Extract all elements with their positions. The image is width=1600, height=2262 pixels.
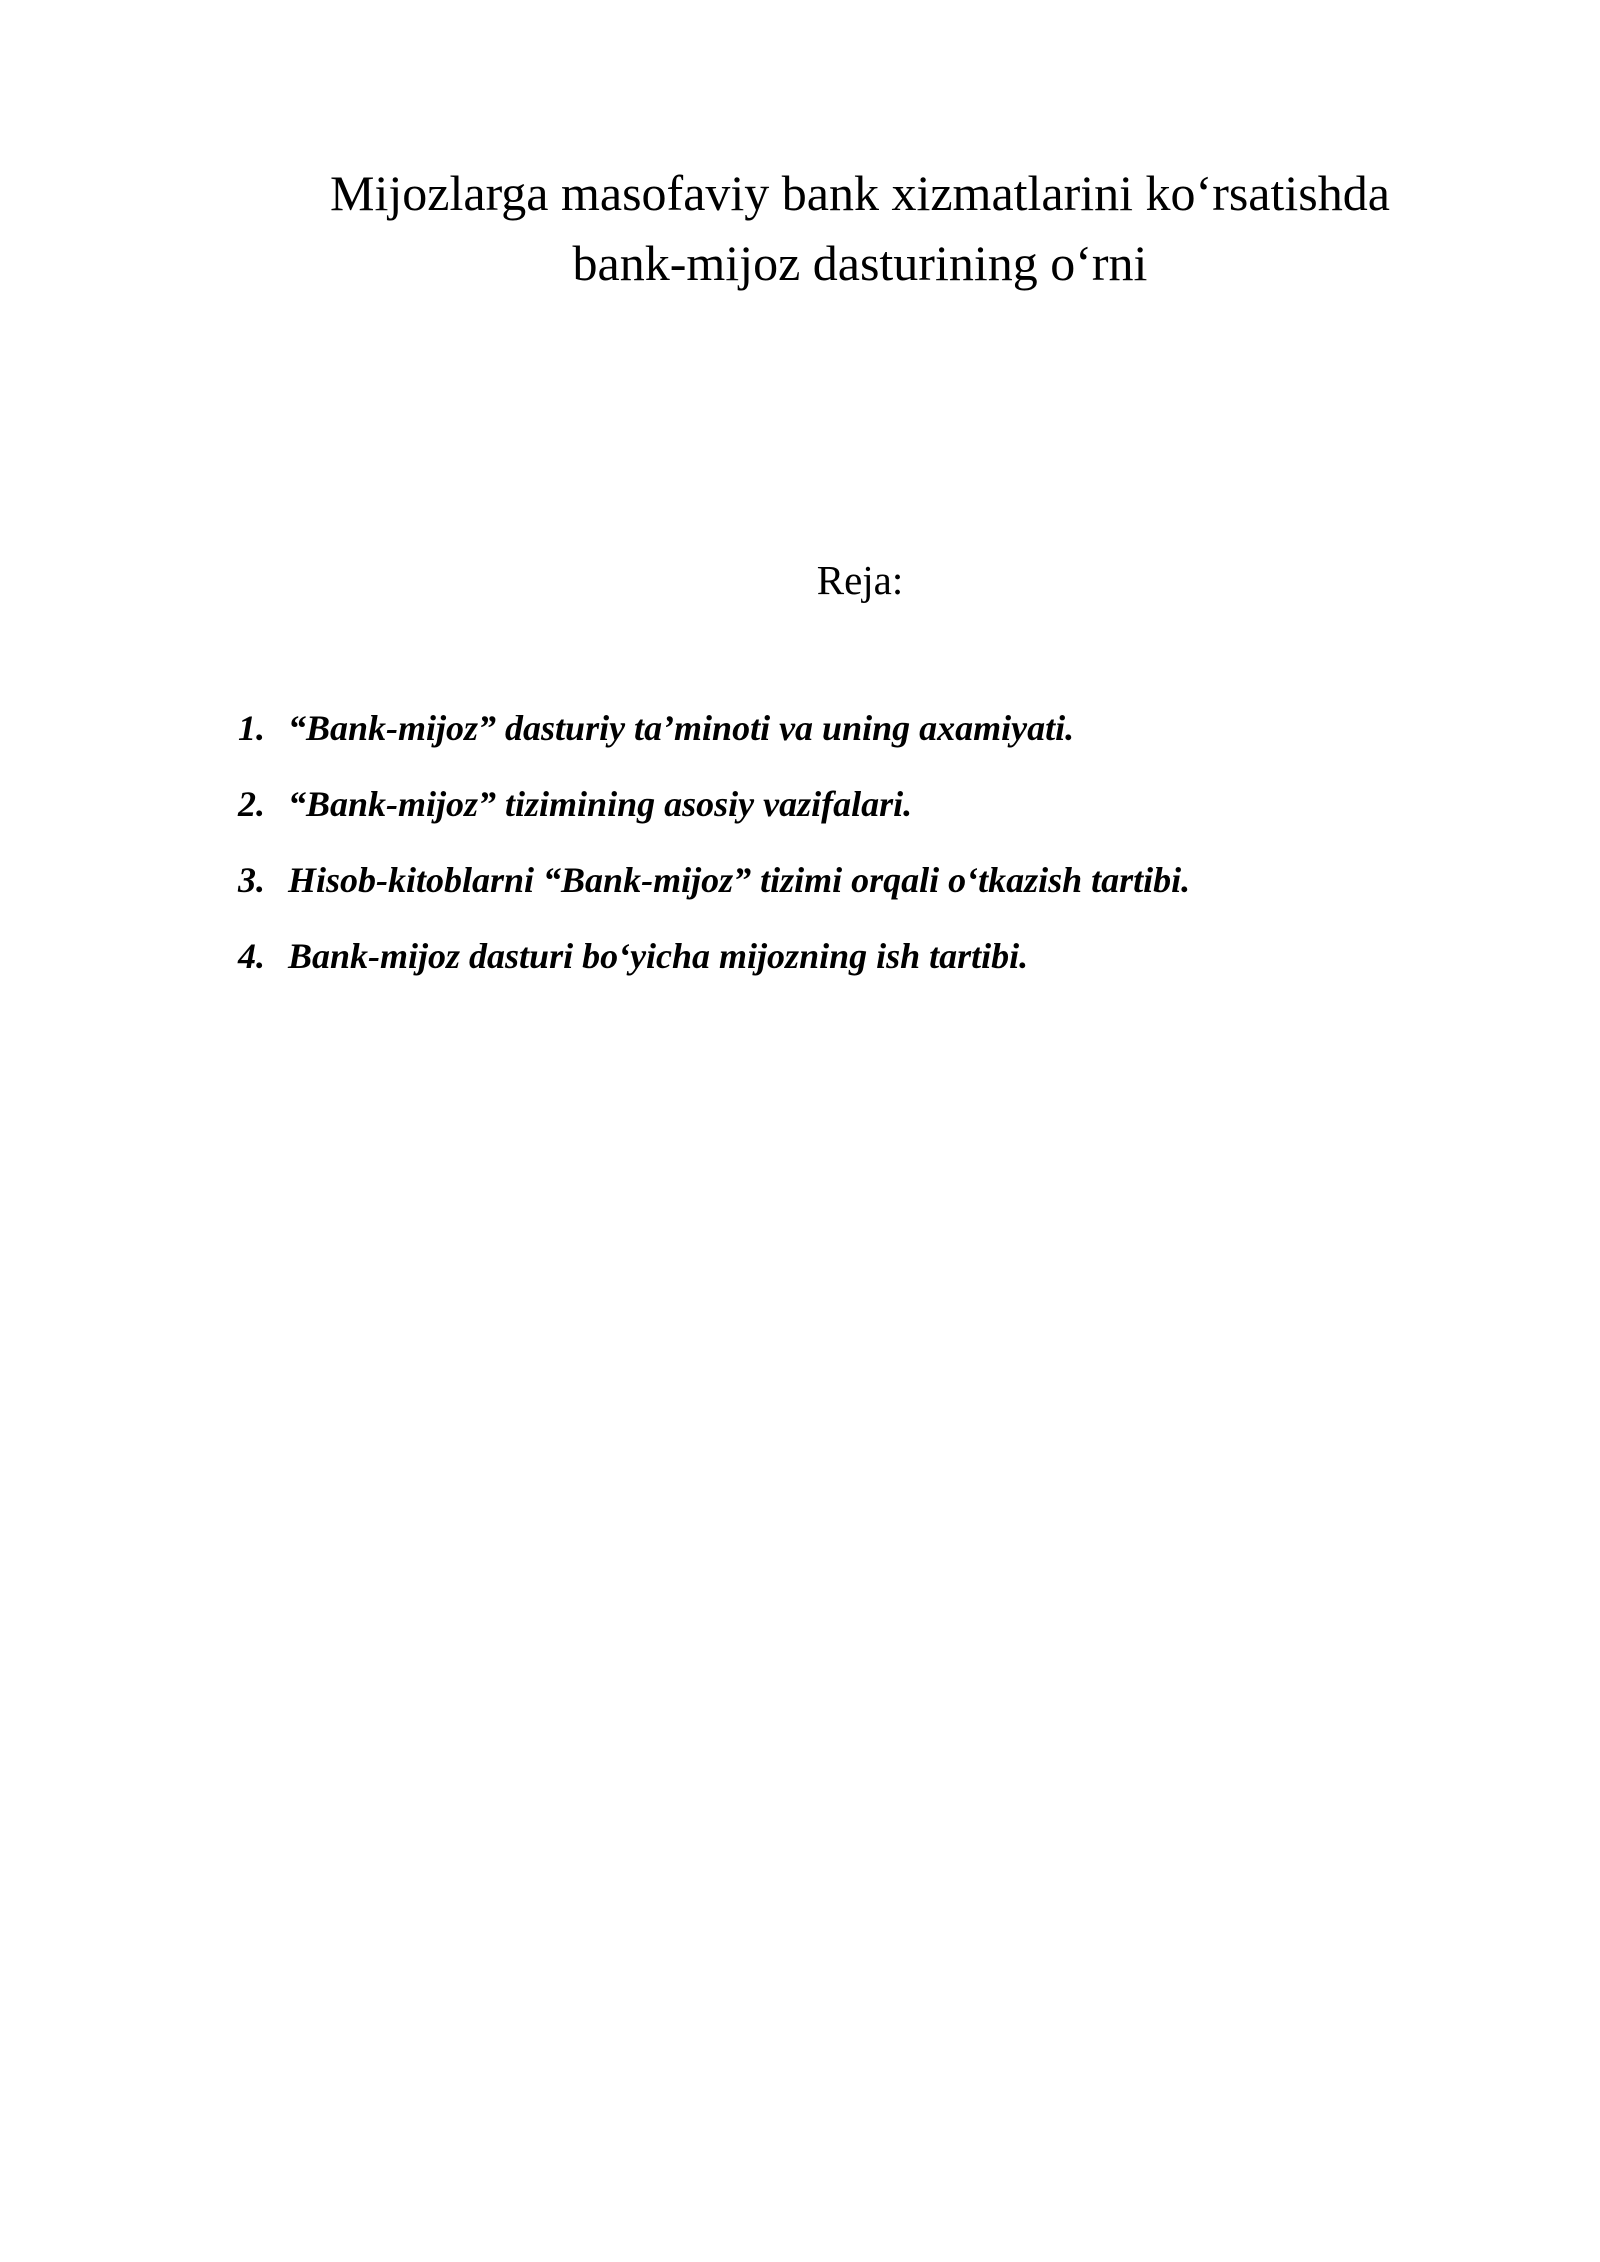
plan-item-text: Bank-mijoz dasturi bo‘yicha mijozning ish tartibi.: [288, 936, 1029, 976]
plan-list: [238, 690, 1190, 994]
plan-item: [238, 842, 1190, 918]
plan-heading: Reja:: [816, 557, 904, 603]
plan-item: [238, 690, 1190, 766]
plan-item-number: 1.: [238, 708, 265, 748]
plan-item: [238, 766, 1190, 842]
plan-item: [238, 918, 1190, 994]
plan-item-text: “Bank-mijoz” tizimining asosiy vazifalari.: [288, 784, 913, 824]
plan-item-number: 3.: [238, 860, 265, 900]
title-line-1: Mijozlarga masofaviy bank xizmatlarini ko‘rsatishda: [330, 165, 1390, 221]
plan-item-text: Hisob-kitoblarni “Bank-mijoz” tizimi orqali o‘tkazish tartibi.: [288, 860, 1191, 900]
title-line-2: bank-mijoz dasturining o‘rni: [572, 235, 1148, 291]
document-title: [200, 158, 1520, 298]
plan-item-text: “Bank-mijoz” dasturiy ta’minoti va uning axamiyati.: [288, 708, 1075, 748]
plan-item-number: 4.: [238, 936, 265, 976]
plan-item-number: 2.: [238, 784, 265, 824]
